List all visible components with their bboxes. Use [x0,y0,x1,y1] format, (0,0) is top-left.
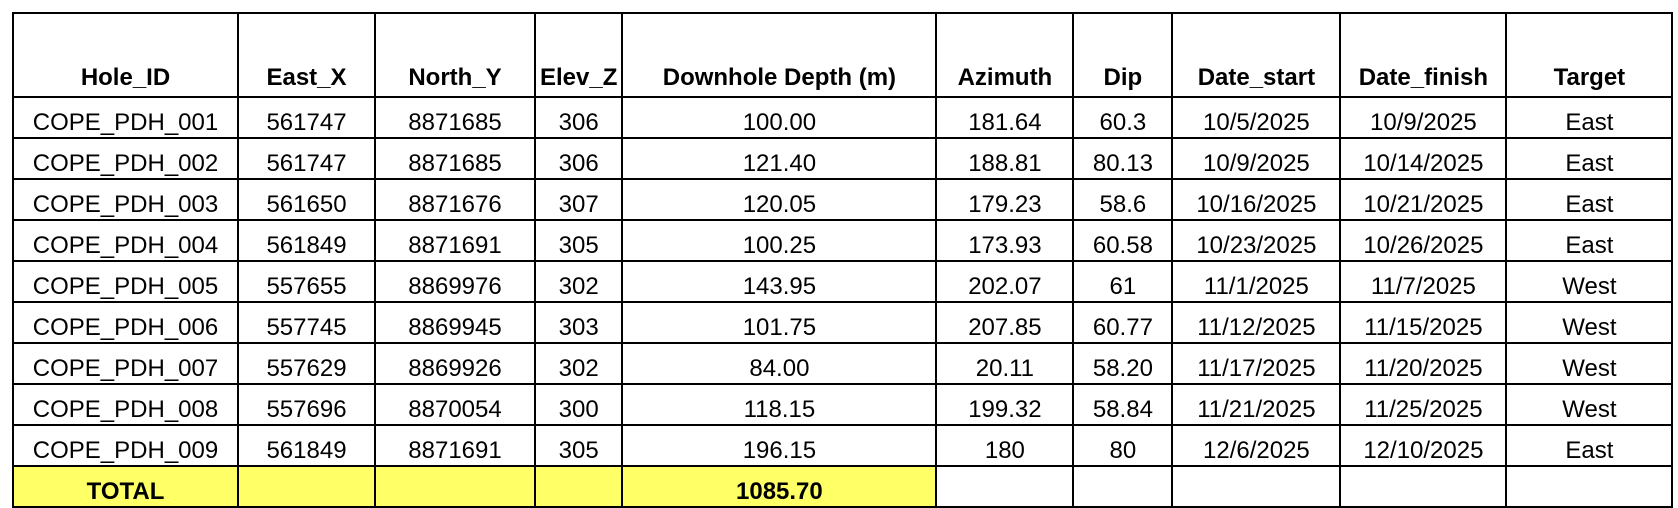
header-date-start: Date_start [1172,13,1340,97]
cell-elev-z: 302 [535,343,622,384]
cell-date-finish: 12/10/2025 [1340,425,1506,466]
cell-hole-id: COPE_PDH_004 [13,220,238,261]
cell-north-y: 8869926 [375,343,535,384]
cell-target: West [1506,384,1672,425]
cell-elev-z: 306 [535,138,622,179]
cell-east-x: 561747 [238,97,375,138]
cell-target: West [1506,261,1672,302]
cell-date-start: 11/12/2025 [1172,302,1340,343]
cell-north-y: 8869976 [375,261,535,302]
header-hole-id: Hole_ID [13,13,238,97]
cell-azimuth: 202.07 [936,261,1073,302]
total-label: TOTAL [13,466,238,507]
cell-date-start: 10/9/2025 [1172,138,1340,179]
cell-east-x: 561747 [238,138,375,179]
cell-hole-id: COPE_PDH_006 [13,302,238,343]
total-empty-cell [936,466,1073,507]
cell-east-x: 557629 [238,343,375,384]
cell-date-start: 12/6/2025 [1172,425,1340,466]
table-row [13,220,1672,261]
cell-east-x: 561849 [238,220,375,261]
cell-date-finish: 10/9/2025 [1340,97,1506,138]
cell-hole-id: COPE_PDH_003 [13,179,238,220]
cell-downhole-depth: 196.15 [622,425,936,466]
cell-azimuth: 180 [936,425,1073,466]
header-downhole-depth: Downhole Depth (m) [622,13,936,97]
cell-north-y: 8871676 [375,179,535,220]
cell-north-y: 8871691 [375,425,535,466]
table-body [13,97,1672,466]
cell-downhole-depth: 143.95 [622,261,936,302]
total-empty-cell [375,466,535,507]
cell-date-finish: 10/14/2025 [1340,138,1506,179]
cell-date-finish: 11/7/2025 [1340,261,1506,302]
cell-downhole-depth: 100.00 [622,97,936,138]
cell-elev-z: 303 [535,302,622,343]
cell-downhole-depth: 84.00 [622,343,936,384]
cell-north-y: 8870054 [375,384,535,425]
cell-azimuth: 181.64 [936,97,1073,138]
cell-date-finish: 11/25/2025 [1340,384,1506,425]
cell-azimuth: 207.85 [936,302,1073,343]
cell-elev-z: 302 [535,261,622,302]
cell-target: East [1506,425,1672,466]
total-empty-cell [535,466,622,507]
table-row [13,343,1672,384]
cell-hole-id: COPE_PDH_001 [13,97,238,138]
cell-east-x: 561650 [238,179,375,220]
total-empty-cell [1073,466,1172,507]
cell-date-start: 11/1/2025 [1172,261,1340,302]
cell-azimuth: 173.93 [936,220,1073,261]
cell-date-start: 10/23/2025 [1172,220,1340,261]
cell-downhole-depth: 121.40 [622,138,936,179]
cell-dip: 80.13 [1073,138,1172,179]
drillhole-table-wrapper [12,12,1673,508]
cell-dip: 58.84 [1073,384,1172,425]
cell-hole-id: COPE_PDH_002 [13,138,238,179]
header-target: Target [1506,13,1672,97]
cell-hole-id: COPE_PDH_005 [13,261,238,302]
table-row [13,302,1672,343]
cell-downhole-depth: 118.15 [622,384,936,425]
cell-north-y: 8871685 [375,138,535,179]
table-row [13,97,1672,138]
cell-dip: 60.77 [1073,302,1172,343]
header-row [13,13,1672,97]
cell-date-finish: 10/21/2025 [1340,179,1506,220]
cell-north-y: 8869945 [375,302,535,343]
cell-hole-id: COPE_PDH_007 [13,343,238,384]
cell-east-x: 557745 [238,302,375,343]
cell-date-finish: 11/20/2025 [1340,343,1506,384]
total-empty-cell [238,466,375,507]
cell-north-y: 8871691 [375,220,535,261]
cell-hole-id: COPE_PDH_009 [13,425,238,466]
cell-elev-z: 305 [535,220,622,261]
total-row [13,466,1672,507]
cell-hole-id: COPE_PDH_008 [13,384,238,425]
cell-east-x: 557696 [238,384,375,425]
drillhole-table [12,12,1673,508]
table-row [13,384,1672,425]
header-azimuth: Azimuth [936,13,1073,97]
cell-date-start: 10/16/2025 [1172,179,1340,220]
table-row [13,179,1672,220]
cell-target: East [1506,138,1672,179]
cell-elev-z: 300 [535,384,622,425]
cell-dip: 60.58 [1073,220,1172,261]
cell-elev-z: 307 [535,179,622,220]
table-row [13,425,1672,466]
header-north-y: North_Y [375,13,535,97]
cell-dip: 60.3 [1073,97,1172,138]
cell-dip: 80 [1073,425,1172,466]
cell-azimuth: 188.81 [936,138,1073,179]
cell-north-y: 8871685 [375,97,535,138]
table-row [13,261,1672,302]
total-empty-cell [1172,466,1340,507]
cell-target: East [1506,179,1672,220]
cell-dip: 58.6 [1073,179,1172,220]
cell-target: East [1506,220,1672,261]
table-row [13,138,1672,179]
cell-date-start: 10/5/2025 [1172,97,1340,138]
cell-date-start: 11/17/2025 [1172,343,1340,384]
total-empty-cell [1506,466,1672,507]
total-empty-cell [1340,466,1506,507]
cell-date-finish: 10/26/2025 [1340,220,1506,261]
cell-azimuth: 20.11 [936,343,1073,384]
cell-date-start: 11/21/2025 [1172,384,1340,425]
header-dip: Dip [1073,13,1172,97]
cell-target: East [1506,97,1672,138]
cell-downhole-depth: 101.75 [622,302,936,343]
header-date-finish: Date_finish [1340,13,1506,97]
cell-dip: 58.20 [1073,343,1172,384]
cell-east-x: 557655 [238,261,375,302]
cell-elev-z: 305 [535,425,622,466]
cell-target: West [1506,343,1672,384]
cell-downhole-depth: 100.25 [622,220,936,261]
cell-elev-z: 306 [535,97,622,138]
header-east-x: East_X [238,13,375,97]
total-depth-value: 1085.70 [622,466,936,507]
cell-dip: 61 [1073,261,1172,302]
cell-date-finish: 11/15/2025 [1340,302,1506,343]
cell-east-x: 561849 [238,425,375,466]
cell-azimuth: 179.23 [936,179,1073,220]
cell-azimuth: 199.32 [936,384,1073,425]
cell-downhole-depth: 120.05 [622,179,936,220]
header-elev-z: Elev_Z [535,13,622,97]
cell-target: West [1506,302,1672,343]
